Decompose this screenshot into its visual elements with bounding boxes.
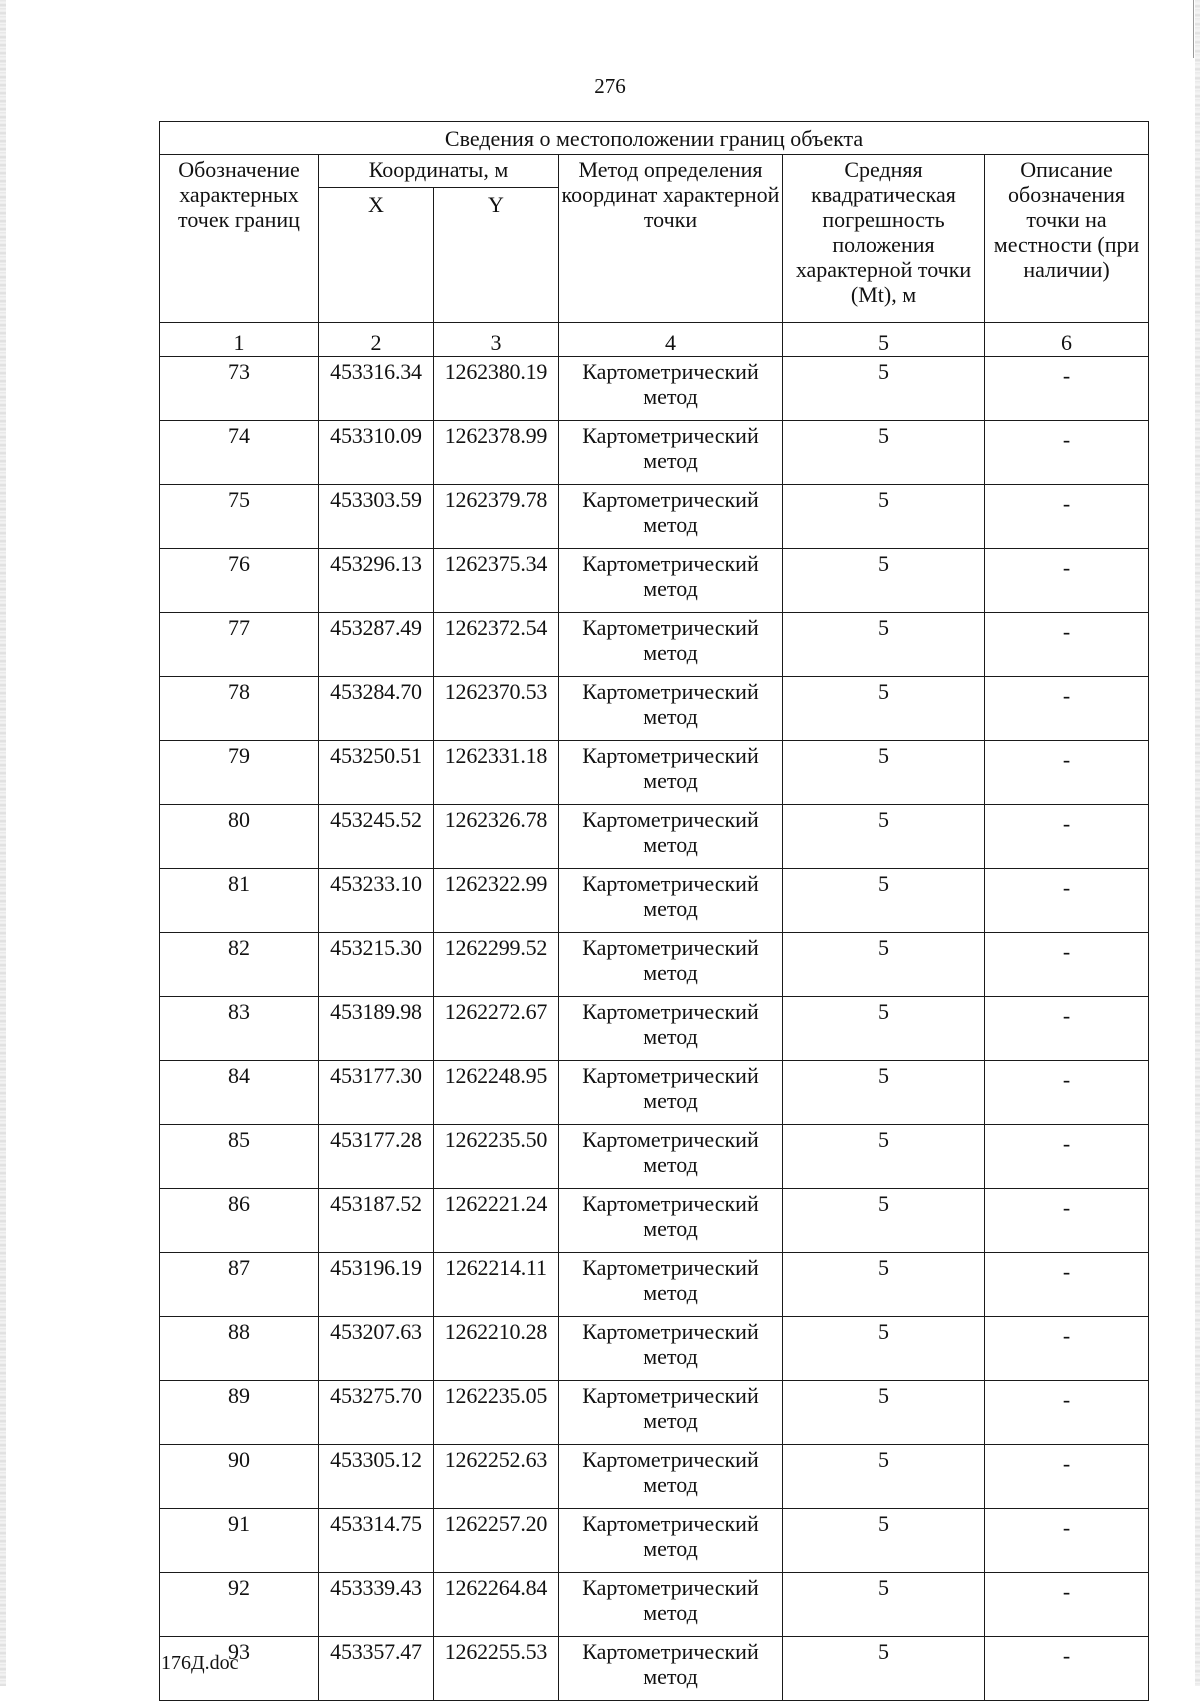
cell-description: -: [985, 613, 1149, 677]
cell-point-number: 82: [160, 933, 319, 997]
cell-description: -: [985, 1445, 1149, 1509]
table-row: [160, 549, 1149, 613]
cell-coordinate-y: 1262299.52: [434, 933, 559, 997]
cell-coordinate-y: 1262235.50: [434, 1125, 559, 1189]
cell-point-number: 73: [160, 357, 319, 421]
cell-coordinate-y: 1262326.78: [434, 805, 559, 869]
cell-point-number: 81: [160, 869, 319, 933]
scan-edge-left: [0, 0, 6, 1686]
cell-description: -: [985, 805, 1149, 869]
cell-method: Картометрический метод: [559, 1061, 783, 1125]
cell-point-number: 74: [160, 421, 319, 485]
cell-method: Картометрический метод: [559, 357, 783, 421]
table-row: [160, 421, 1149, 485]
cell-point-number: 76: [160, 549, 319, 613]
table-row: [160, 997, 1149, 1061]
cell-coordinate-x: 453303.59: [319, 485, 434, 549]
cell-coordinate-x: 453357.47: [319, 1637, 434, 1701]
cell-point-number: 75: [160, 485, 319, 549]
cell-method: Картометрический метод: [559, 1445, 783, 1509]
cell-method: Картометрический метод: [559, 1125, 783, 1189]
cell-method: Картометрический метод: [559, 933, 783, 997]
table-row: [160, 869, 1149, 933]
cell-method: Картометрический метод: [559, 677, 783, 741]
cell-coordinate-x: 453196.19: [319, 1253, 434, 1317]
cell-coordinate-y: 1262235.05: [434, 1381, 559, 1445]
cell-description: -: [985, 1381, 1149, 1445]
cell-method: Картометрический метод: [559, 421, 783, 485]
cell-coordinate-y: 1262264.84: [434, 1573, 559, 1637]
cell-description: -: [985, 357, 1149, 421]
cell-point-number: 91: [160, 1509, 319, 1573]
cell-mean-error: 5: [783, 613, 985, 677]
cell-method: Картометрический метод: [559, 1573, 783, 1637]
cell-coordinate-y: 1262221.24: [434, 1189, 559, 1253]
cell-coordinate-x: 453189.98: [319, 997, 434, 1061]
cell-method: Картометрический метод: [559, 1381, 783, 1445]
cell-coordinate-y: 1262252.63: [434, 1445, 559, 1509]
cell-method: Картометрический метод: [559, 613, 783, 677]
cell-coordinate-x: 453250.51: [319, 741, 434, 805]
cell-description: -: [985, 677, 1149, 741]
cell-coordinate-y: 1262372.54: [434, 613, 559, 677]
scan-edge-right: [1195, 0, 1200, 1686]
column-number: 2: [319, 323, 434, 357]
cell-description: -: [985, 1637, 1149, 1701]
cell-coordinate-y: 1262272.67: [434, 997, 559, 1061]
cell-mean-error: 5: [783, 1317, 985, 1381]
cell-coordinate-x: 453177.28: [319, 1125, 434, 1189]
cell-mean-error: 5: [783, 1573, 985, 1637]
cell-coordinate-y: 1262255.53: [434, 1637, 559, 1701]
cell-description: -: [985, 1317, 1149, 1381]
column-number: 5: [783, 323, 985, 357]
cell-mean-error: 5: [783, 421, 985, 485]
table-row: [160, 1637, 1149, 1701]
cell-coordinate-x: 453245.52: [319, 805, 434, 869]
table-row: [160, 613, 1149, 677]
table-row: [160, 1317, 1149, 1381]
cell-coordinate-y: 1262248.95: [434, 1061, 559, 1125]
table-body: [160, 357, 1149, 1701]
cell-description: -: [985, 869, 1149, 933]
cell-coordinate-x: 453287.49: [319, 613, 434, 677]
cell-point-number: 84: [160, 1061, 319, 1125]
cell-description: -: [985, 997, 1149, 1061]
table-row: [160, 1381, 1149, 1445]
cell-coordinate-x: 453233.10: [319, 869, 434, 933]
table-row: [160, 1253, 1149, 1317]
table-row: [160, 805, 1149, 869]
table-row: [160, 677, 1149, 741]
header-mean-error: Средняя квадратическая погрешность положения характерной точки (Mt), м: [783, 155, 985, 323]
cell-description: -: [985, 485, 1149, 549]
cell-coordinate-x: 453310.09: [319, 421, 434, 485]
column-number: 4: [559, 323, 783, 357]
cell-mean-error: 5: [783, 933, 985, 997]
table-row: [160, 1509, 1149, 1573]
cell-method: Картометрический метод: [559, 805, 783, 869]
cell-point-number: 85: [160, 1125, 319, 1189]
cell-method: Картометрический метод: [559, 1189, 783, 1253]
page-number: 276: [594, 74, 626, 98]
cell-coordinate-y: 1262210.28: [434, 1317, 559, 1381]
cell-coordinate-y: 1262380.19: [434, 357, 559, 421]
cell-method: Картометрический метод: [559, 1637, 783, 1701]
scan-corner-line: [1193, 0, 1194, 58]
cell-coordinate-y: 1262379.78: [434, 485, 559, 549]
cell-point-number: 87: [160, 1253, 319, 1317]
cell-coordinate-y: 1262331.18: [434, 741, 559, 805]
cell-point-number: 79: [160, 741, 319, 805]
cell-coordinate-y: 1262257.20: [434, 1509, 559, 1573]
table-caption: Сведения о местоположении границ объекта: [160, 122, 1149, 155]
cell-description: -: [985, 1509, 1149, 1573]
cell-description: -: [985, 1125, 1149, 1189]
header-method: Метод определения координат характерной точки: [559, 155, 783, 323]
cell-description: -: [985, 741, 1149, 805]
cell-coordinate-x: 453275.70: [319, 1381, 434, 1445]
table-row: [160, 741, 1149, 805]
table-row: [160, 933, 1149, 997]
column-number: 6: [985, 323, 1149, 357]
header-y: Y: [434, 188, 559, 323]
cell-description: -: [985, 1189, 1149, 1253]
cell-mean-error: 5: [783, 485, 985, 549]
header-point-designation: Обозначение характерных точек границ: [160, 155, 319, 323]
table-row: [160, 357, 1149, 421]
table-row: [160, 1573, 1149, 1637]
cell-mean-error: 5: [783, 1125, 985, 1189]
cell-mean-error: 5: [783, 1445, 985, 1509]
cell-point-number: 93: [160, 1637, 319, 1701]
cell-description: -: [985, 1573, 1149, 1637]
cell-coordinate-y: 1262375.34: [434, 549, 559, 613]
cell-coordinate-x: 453177.30: [319, 1061, 434, 1125]
cell-mean-error: 5: [783, 1061, 985, 1125]
boundary-points-table: [159, 121, 1149, 1701]
table-row: [160, 485, 1149, 549]
cell-coordinate-x: 453314.75: [319, 1509, 434, 1573]
cell-method: Картометрический метод: [559, 549, 783, 613]
cell-mean-error: 5: [783, 1509, 985, 1573]
cell-coordinate-x: 453284.70: [319, 677, 434, 741]
cell-description: -: [985, 1061, 1149, 1125]
cell-coordinate-x: 453215.30: [319, 933, 434, 997]
header-row: [160, 155, 1149, 188]
cell-point-number: 90: [160, 1445, 319, 1509]
cell-method: Картометрический метод: [559, 1509, 783, 1573]
cell-mean-error: 5: [783, 1381, 985, 1445]
cell-coordinate-y: 1262378.99: [434, 421, 559, 485]
header-coordinates: Координаты, м: [319, 155, 559, 188]
cell-description: -: [985, 1253, 1149, 1317]
table-row: [160, 1189, 1149, 1253]
cell-coordinate-y: 1262214.11: [434, 1253, 559, 1317]
cell-mean-error: 5: [783, 869, 985, 933]
cell-coordinate-x: 453305.12: [319, 1445, 434, 1509]
cell-mean-error: 5: [783, 805, 985, 869]
table-header: [160, 122, 1149, 357]
cell-mean-error: 5: [783, 549, 985, 613]
cell-point-number: 80: [160, 805, 319, 869]
cell-method: Картометрический метод: [559, 1253, 783, 1317]
cell-mean-error: 5: [783, 677, 985, 741]
cell-coordinate-x: 453187.52: [319, 1189, 434, 1253]
table-row: [160, 1445, 1149, 1509]
column-number: 1: [160, 323, 319, 357]
footer-filename: 176Д.doc: [161, 1652, 239, 1674]
cell-description: -: [985, 421, 1149, 485]
cell-description: -: [985, 933, 1149, 997]
cell-method: Картометрический метод: [559, 997, 783, 1061]
cell-point-number: 89: [160, 1381, 319, 1445]
cell-mean-error: 5: [783, 1637, 985, 1701]
cell-method: Картометрический метод: [559, 741, 783, 805]
cell-coordinate-x: 453316.34: [319, 357, 434, 421]
cell-coordinate-y: 1262370.53: [434, 677, 559, 741]
cell-point-number: 77: [160, 613, 319, 677]
cell-mean-error: 5: [783, 741, 985, 805]
cell-description: -: [985, 549, 1149, 613]
cell-method: Картометрический метод: [559, 869, 783, 933]
cell-coordinate-x: 453296.13: [319, 549, 434, 613]
cell-point-number: 88: [160, 1317, 319, 1381]
cell-coordinate-x: 453339.43: [319, 1573, 434, 1637]
header-description: Описание обозначения точки на местности (при наличии): [985, 155, 1149, 323]
cell-mean-error: 5: [783, 1253, 985, 1317]
cell-coordinate-x: 453207.63: [319, 1317, 434, 1381]
table-row: [160, 1061, 1149, 1125]
cell-point-number: 78: [160, 677, 319, 741]
cell-method: Картометрический метод: [559, 485, 783, 549]
cell-point-number: 86: [160, 1189, 319, 1253]
header-x: X: [319, 188, 434, 323]
caption-row: [160, 122, 1149, 155]
cell-method: Картометрический метод: [559, 1317, 783, 1381]
cell-mean-error: 5: [783, 1189, 985, 1253]
cell-mean-error: 5: [783, 997, 985, 1061]
cell-point-number: 92: [160, 1573, 319, 1637]
cell-mean-error: 5: [783, 357, 985, 421]
column-number: 3: [434, 323, 559, 357]
column-number-row: [160, 323, 1149, 357]
cell-point-number: 83: [160, 997, 319, 1061]
table-row: [160, 1125, 1149, 1189]
cell-coordinate-y: 1262322.99: [434, 869, 559, 933]
